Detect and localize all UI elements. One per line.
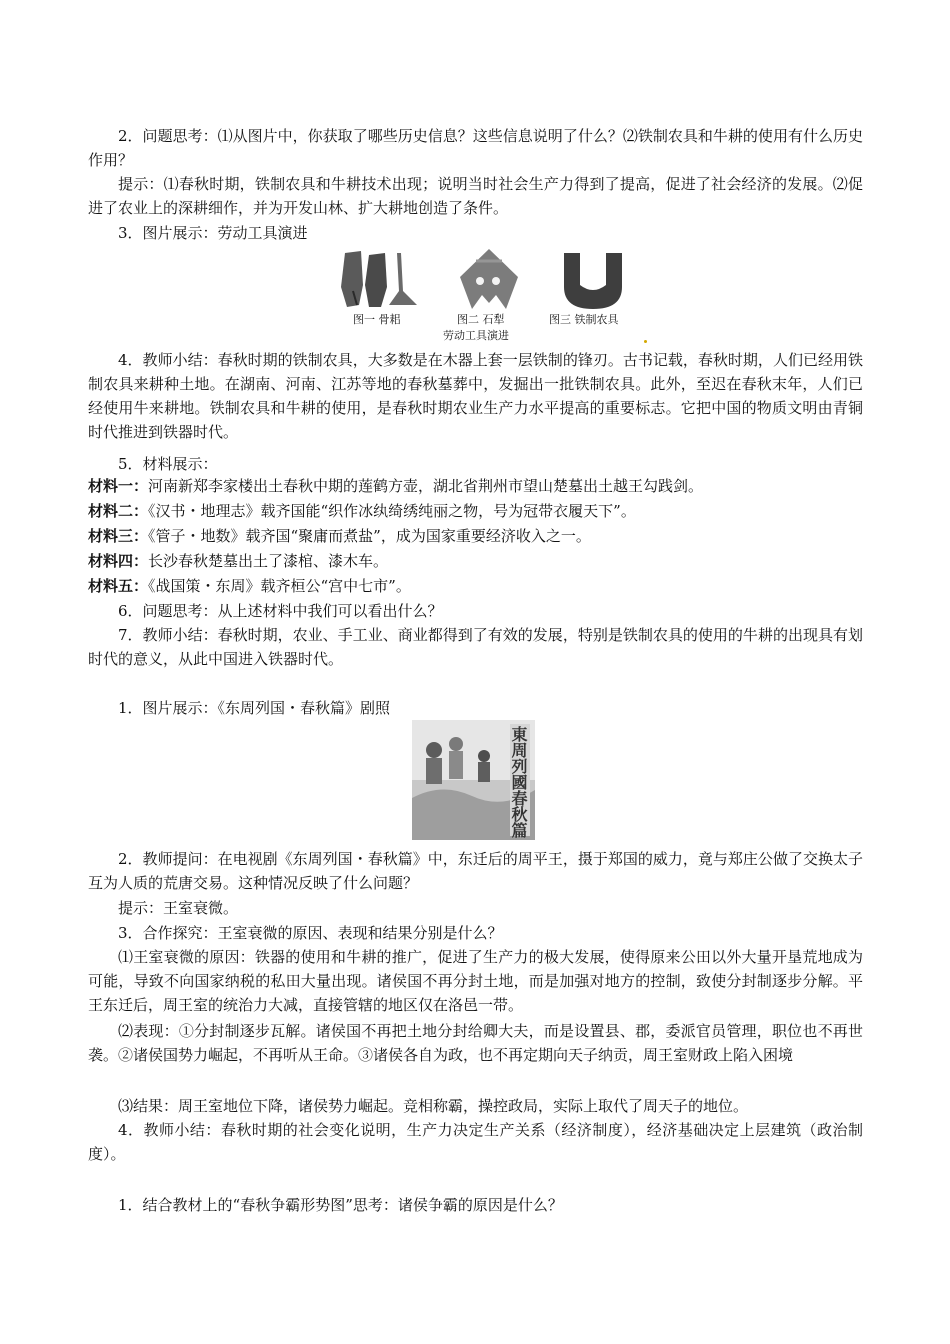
s3-question-1: 1．结合教材上的“春秋争霸形势图”思考：诸侯争霸的原因是什么？ bbox=[118, 1196, 563, 1214]
material-4-label: 材料四： bbox=[88, 552, 149, 570]
material-5-text: 《战国策・东周》载齐桓公“宫中七市”。 bbox=[148, 577, 411, 595]
drama-still-image bbox=[412, 720, 535, 840]
caption-fig3: 图三 铁制农具 bbox=[549, 313, 619, 326]
material-3-text: 《管子・地数》载齐国“聚庸而煮盐”，成为国家重要经济收入之一。 bbox=[148, 527, 591, 545]
material-5-label: 材料五： bbox=[88, 577, 149, 595]
caption-fig2: 图二 石犁 bbox=[457, 313, 505, 326]
teacher-summary-7: 7．教师小结：春秋时期，农业、手工业、商业都得到了有效的发展，特别是铁制农具的使用的牛耕的出现具有划时代的意义，从此中国进入铁器时代。 bbox=[88, 626, 863, 668]
material-4 bbox=[88, 549, 863, 573]
material-1-text: 河南新郑李家楼出土春秋中期的莲鹤方壶，湖北省荆州市望山楚墓出土越王勾践剑。 bbox=[148, 477, 704, 495]
item3-title: 3．图片展示：劳动工具演进 bbox=[118, 224, 308, 242]
material-1-label: 材料一： bbox=[88, 477, 149, 495]
s2-result: ⑶结果：周王室地位下降，诸侯势力崛起。竞相称霸，操控政局，实际上取代了周天子的地位。 bbox=[118, 1097, 749, 1115]
stone-plow-image bbox=[456, 247, 522, 311]
s2-hint: 提示：王室衰微。 bbox=[118, 899, 239, 917]
drama-still-title: 東周列國春秋篇 bbox=[509, 726, 528, 838]
material-3 bbox=[88, 524, 863, 548]
q6-question: 6．问题思考：从上述材料中我们可以看出什么？ bbox=[118, 602, 443, 620]
q2-hint: 提示：⑴春秋时期，铁制农具和牛耕技术出现；说明当时社会生产力得到了提高，促进了社会经济的发展。⑵促进了农业上的深耕细作，并为开发山林、扩大耕地创造了条件。 bbox=[88, 175, 863, 217]
material-2-label: 材料二： bbox=[88, 502, 149, 520]
material-5 bbox=[88, 574, 863, 598]
material-2 bbox=[88, 499, 863, 523]
material-1 bbox=[88, 474, 863, 498]
speck-mark bbox=[644, 340, 647, 343]
caption-figure-title: 劳动工具演进 bbox=[443, 329, 509, 342]
s2-question-2: 2．教师提问：在电视剧《东周列国・春秋篇》中，东迁后的周平王，摄于郑国的威力，竟与郑庄公做了交换太子互为人质的荒唐交易。这种情况反映了什么问题？ bbox=[88, 850, 863, 892]
item5-title: 5．材料展示： bbox=[118, 455, 218, 473]
teacher-summary-4: 4．教师小结：春秋时期的铁制农具，大多数是在木器上套一层铁制的锋刃。古书记载，春秋时期，人们已经用铁制农具来耕种土地。在湖南、河南、江苏等地的春秋墓葬中，发掘出一批铁制农具。此外，至迟在春秋末年，人们已经使用牛来耕地。铁制农具和牛耕的使用，是春秋时期农业生产力水平提高的重要标志。它把中国的物质文明由青铜时代推进到铁器时代。 bbox=[88, 351, 863, 441]
material-3-label: 材料三： bbox=[88, 527, 149, 545]
s2-inquiry-3: 3．合作探究：王室衰微的原因、表现和结果分别是什么？ bbox=[118, 924, 503, 942]
s2-manifestation: ⑵表现：①分封制逐步瓦解。诸侯国不再把土地分封给卿大夫，而是设置县、郡，委派官员管理，职位也不再世袭。②诸侯国势力崛起，不再听从王命。③诸侯各自为政，也不再定期向天子纳贡，周王室财政上陷入困境 bbox=[88, 1022, 863, 1064]
s2-cause: ⑴王室衰微的原因：铁器的使用和牛耕的推广，促进了生产力的极大发展，使得原来公田以外大量开垦荒地成为可能，导致不向国家纳税的私田大量出现。诸侯国不再分封土地，而是加强对地方的控制，致使分封制逐步分解。平王东迁后，周王室的统治力大减，直接管辖的地区仅在洛邑一带。 bbox=[88, 948, 863, 1014]
material-2-text: 《汉书・地理志》载齐国能“织作冰纨绮绣纯丽之物，号为冠带衣履天下”。 bbox=[148, 502, 636, 520]
caption-fig1: 图一 骨耜 bbox=[353, 313, 401, 326]
iron-tool-image bbox=[558, 247, 628, 311]
s2-teacher-summary-4: 4．教师小结：春秋时期的社会变化说明，生产力决定生产关系（经济制度），经济基础决定上层建筑（政治制度）。 bbox=[88, 1121, 863, 1163]
q2-question: 2．问题思考：⑴从图片中，你获取了哪些历史信息？这些信息说明了什么？⑵铁制农具和牛耕的使用有什么历史作用？ bbox=[88, 127, 863, 169]
material-4-text: 长沙春秋楚墓出土了漆棺、漆木车。 bbox=[148, 552, 389, 570]
s2-item1-title: 1．图片展示：《东周列国・春秋篇》剧照 bbox=[118, 699, 391, 717]
bone-plow-image bbox=[333, 247, 423, 311]
